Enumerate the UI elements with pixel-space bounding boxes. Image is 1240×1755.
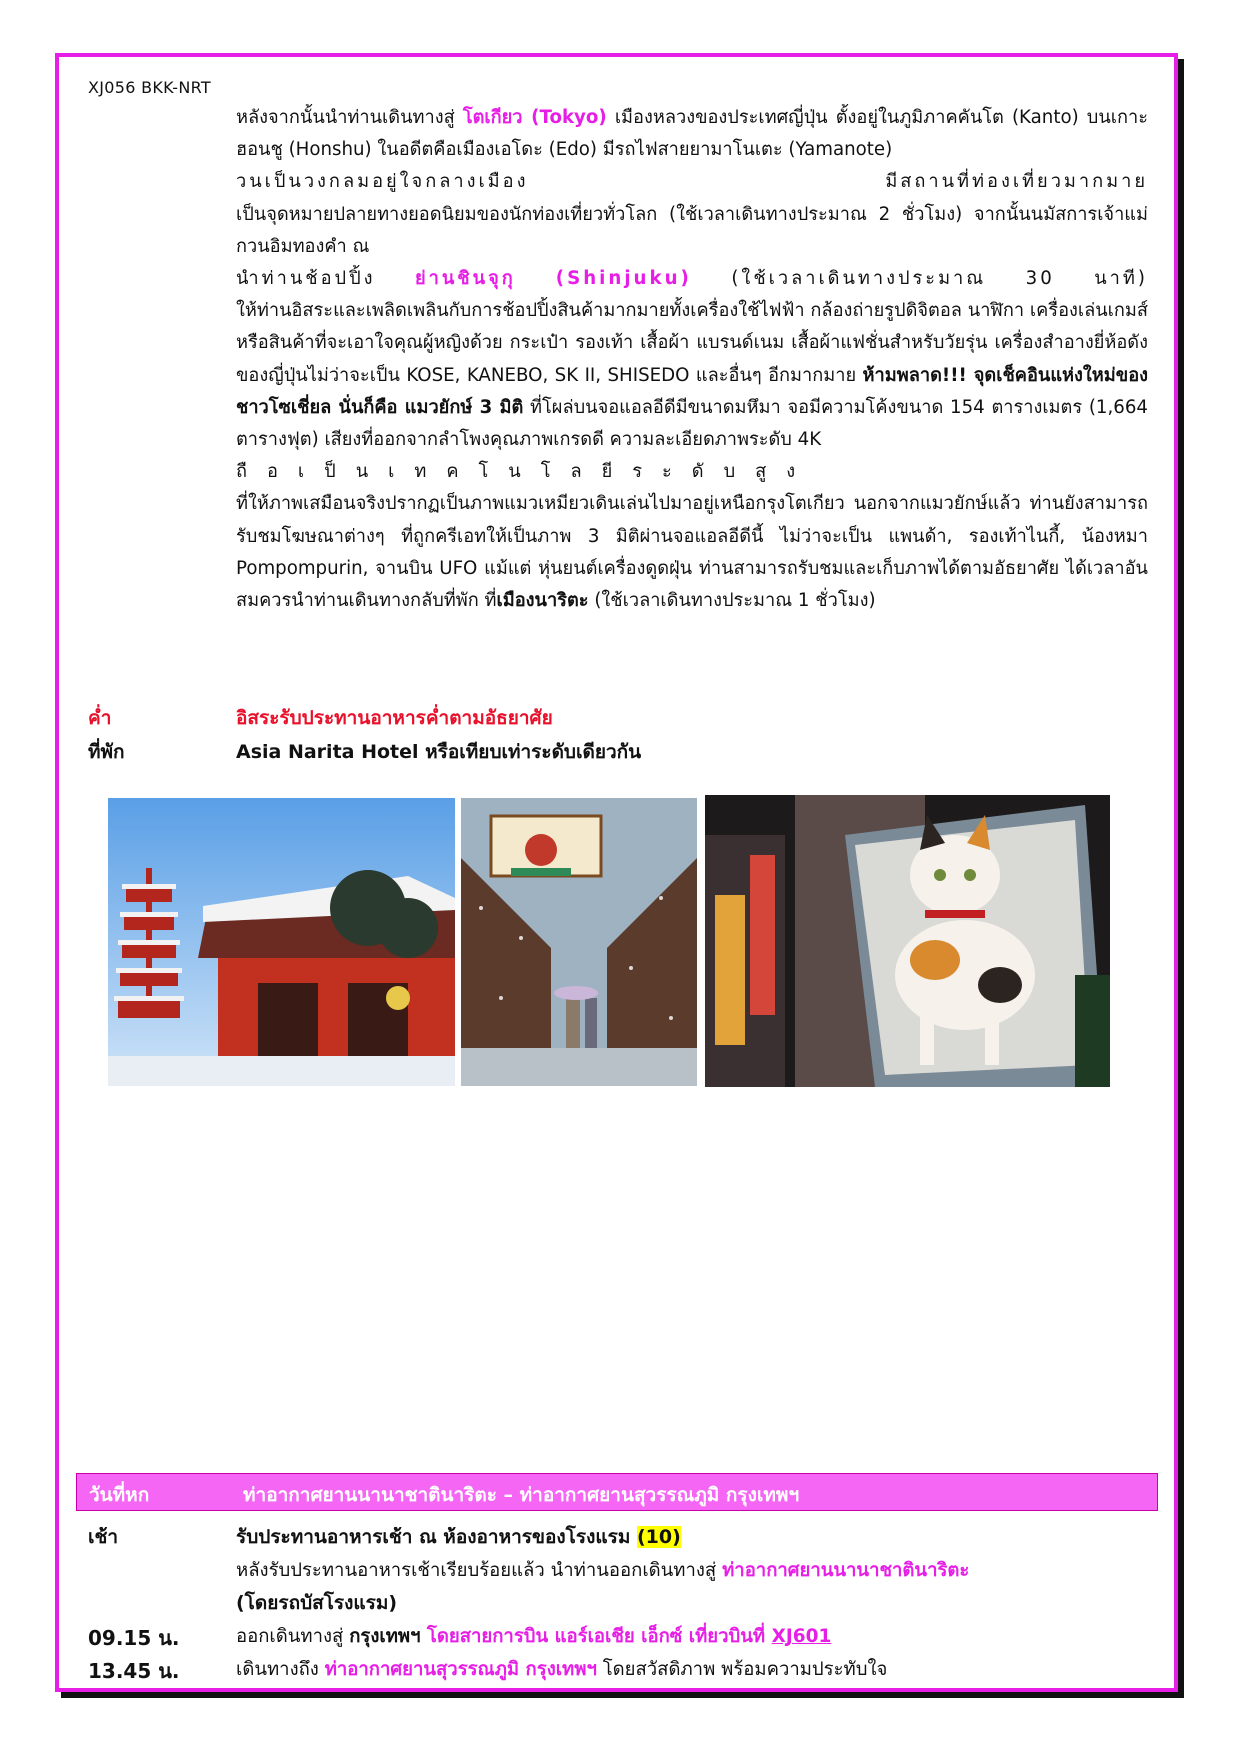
narita-airport-highlight: ท่าอากาศยานนานาชาตินาริตะ [722,1560,970,1581]
itinerary-body [236,102,1148,617]
hotel-bus-note: (โดยรถบัสโรงแรม) [236,1592,398,1614]
suvarnabhumi-highlight: ท่าอากาศยานสุวรรณภูมิ กรุงเทพฯ [324,1659,597,1680]
tokyo-spread-line: วนเป็นวงกลมอยู่ใจกลางเมือง มีสถานที่ท่องเที่ยวมากมาย [236,171,1148,193]
departure-time: 09.15 น. [88,1626,180,1650]
cat-paragraph: ที่ให้ภาพเสมือนจริงปรากฏเป็นภาพแมวเหมียวเดินเล่นไปมาอยู่เหนือกรุงโตเกียว นอกจากแมวยักษ์แล้ว ท่านยังสามารถรับชมโฆษณาต่างๆ ที่ถูกครีเอทให้เป็นภาพ 3 มิติผ่านจอแอลอีดีนี้ ไม่ว่าจะเป็น แพนด้า, รองเท้าไนกี้, น้องหมา Pompompurin, จานบิน UFO แม้แต่ หุ่นยนต์เครื่องดูดฝุ่น ท่านสามารถรับชมและเก็บภาพได้ตามอัธยาศัย ได้เวลาอันสมควรนำท่านเดินทางกลับที่พัก ที่เมืองนาริตะ (ใช้เวลาเดินทางประมาณ 1 ชั่วโมง) [236,493,1148,612]
shinjuku-line: นำท่านช้อปปิ้ง ย่านชินจุกุ (Shinjuku) (ใช้เวลาเดินทางประมาณ 30 นาที) [236,268,1148,290]
3d-cat-billboard-photo [705,795,1110,1087]
tokyo-paragraph-end: เป็นจุดหมายปลายทางยอดนิยมของนักท่องเที่ยวทั่วโลก (ใช้เวลาเดินทางประมาณ 2 ชั่วโมง) จากนั้นนมัสการเจ้าแม่กวนอิมทองคำ ณ [236,203,1148,257]
day6-header [76,1473,1158,1511]
sensoji-temple-photo [108,798,455,1086]
flight-number: XJ601 [771,1626,832,1647]
cat-3d-highlight: ห้ามพลาด!!! จุดเช็คอินแห่งใหม่ของชาวโซเชี่ยล นั่นก็คือ แมวยักษ์ 3 มิติ [236,364,1149,418]
morning-label: เช้า [88,1526,119,1548]
hotel-name: Asia Narita Hotel [236,741,419,763]
day6-title: ท่าอากาศยานนานาชาตินาริตะ – ท่าอากาศยานสุวรรณภูมิ กรุงเทพฯ [243,1484,800,1506]
dinner-label: ค่ำ [88,707,112,729]
tokyo-highlight: โตเกียว (Tokyo) [462,107,607,128]
technology-spread-line: ถือเป็นเทคโนโลยีระดับสูง [236,461,816,483]
shinjuku-highlight: ย่านชินจุกุ (Shinjuku) [415,268,692,290]
meal-code-badge: (10) [636,1526,681,1548]
document-code: XJ056 BKK-NRT [88,78,211,97]
nakamise-street-photo [461,798,697,1086]
day6-label: วันที่หก [89,1484,150,1506]
shopping-paragraph: ให้ท่านอิสระและเพลิดเพลินกับการช้อปปิ้งสินค้ามากมายทั้งเครื่องใช้ไฟฟ้า กล้องถ่ายรูปดิจิตอล นาฬิกา เครื่องเล่นเกมส์ หรือสินค้าที่จะเอาใจคุณผู้หญิงด้วย กระเป๋า รองเท้า เสื้อผ้า แบรนด์เนม เสื้อผ้าแฟชั่นสำหรับวัยรุ่น เครื่องสำอางยี่ห้อดังของญี่ปุ่นไม่ว่าจะเป็น KOSE, KANEBO, SK II, SHISEDO และอื่นๆ อีกมากมาย ห้ามพลาด!!! จุดเช็คอินแห่งใหม่ของชาวโซเชี่ยล นั่นก็คือ แมวยักษ์ 3 มิติ ที่โผล่บนจอแอลอีดีมีขนาดมหึมา จอมีความโค้งขนาด 154 ตารางเมตร (1,664 ตารางฟุต) เสียงที่ออกจากลำโพงคุณภาพเกรดดี ความละเอียดภาพระดับ 4K [236,300,1149,451]
narita-highlight: เมืองนาริตะ [496,590,589,612]
tokyo-paragraph: หลังจากนั้นนำท่านเดินทางสู่ โตเกียว (Tokyo) เมืองหลวงของประเทศญี่ปุ่น ตั้งอยู่ในภูมิภาคคันโต (Kanto) บนเกาะฮอนชู (Honshu) ในอดีตคือเมืองเอโดะ (Edo) มีรถไฟสายยามาโนเตะ (Yamanote) [236,107,1148,161]
arrival-time: 13.45 น. [88,1659,180,1683]
dinner-text: อิสระรับประทานอาหารค่ำตามอัธยาศัย [236,707,553,729]
hotel-label: ที่พัก [88,741,125,763]
